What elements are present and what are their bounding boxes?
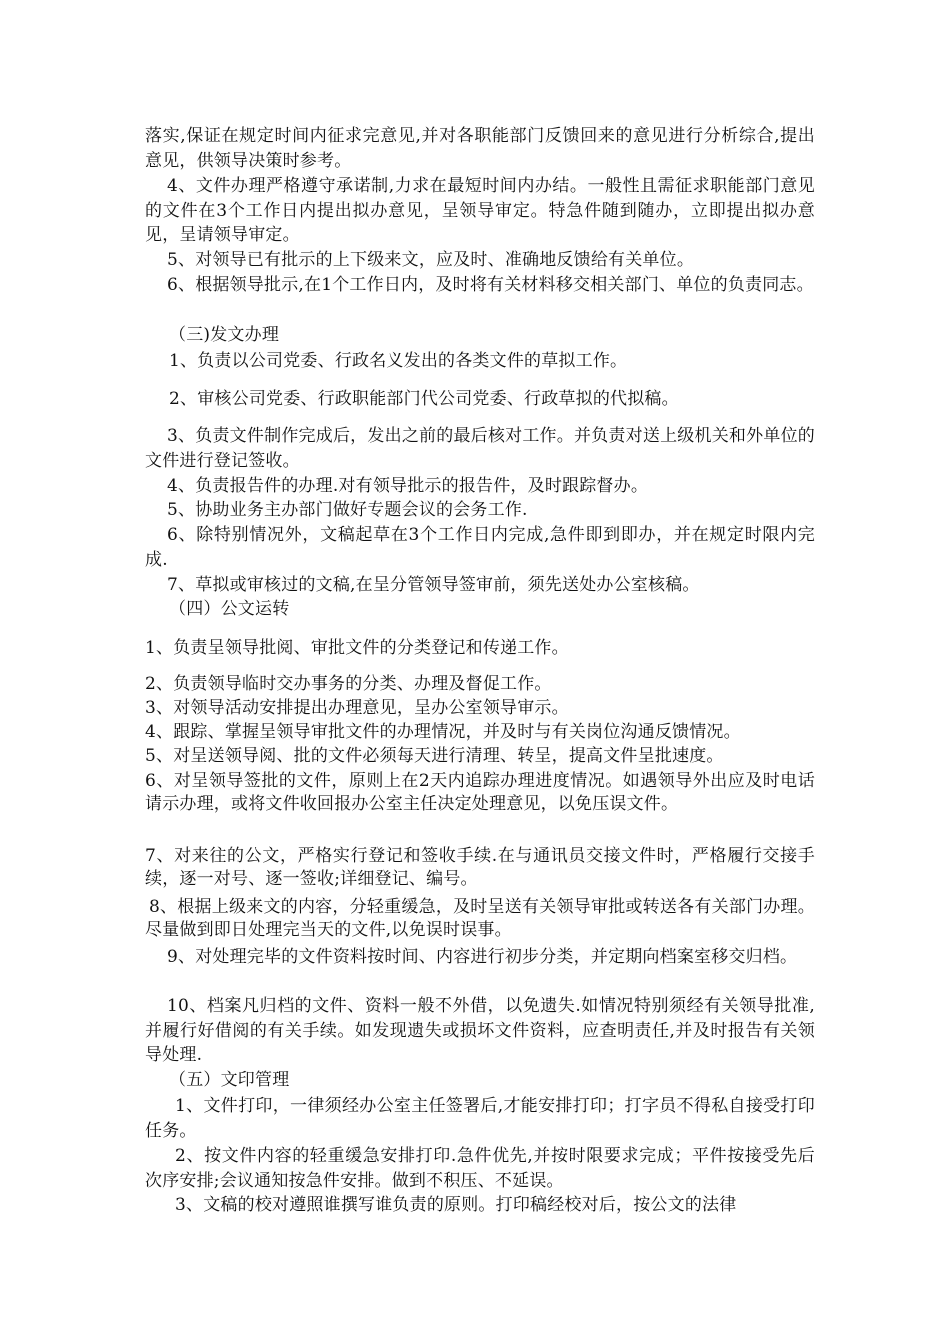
paragraph-4: 6、根据领导批示,在1个工作日内，及时将有关材料移交相关部门、单位的负责同志。 [167, 275, 814, 295]
paragraph-20: 9、对处理完毕的文件资料按时间、内容进行初步分类，并定期向档案室移交归档。 [167, 947, 798, 967]
paragraph-22: 1、文件打印，一律须经办公室主任签署后,才能安排打印；打字员不得私自接受打印任务。 [145, 1096, 815, 1141]
paragraph-14: 3、对领导活动安排提出办理意见，呈办公室领导审示。 [145, 698, 569, 718]
paragraph-23: 2、按文件内容的轻重缓急安排打印.急件优先,并按时限要求完成；平件按接受先后次序安排;会议通知按急件安排。做到不积压、不延误。 [145, 1146, 815, 1191]
heading-san: （三)发文办理 [169, 325, 280, 345]
paragraph-11: 7、草拟或审核过的文稿,在呈分管领导签审前，须先送处办公室核稿。 [167, 575, 700, 595]
paragraph-18: 7、对来往的公文，严格实行登记和签收手续.在与通讯员交接文件时，严格履行交接手续，逐一对号、逐一签收;详细登记、编号。 [145, 846, 815, 889]
paragraph-6: 2、审核公司党委、行政职能部门代公司党委、行政草拟的代拟稿。 [169, 389, 679, 409]
paragraph-5: 1、负责以公司党委、行政名义发出的各类文件的草拟工作。 [169, 351, 628, 371]
paragraph-3: 5、对领导已有批示的上下级来文，应及时、准确地反馈给有关单位。 [167, 250, 695, 270]
paragraph-9: 5、协助业务主办部门做好专题会议的会务工作. [167, 500, 528, 520]
paragraph-15: 4、跟踪、掌握呈领导审批文件的办理情况，并及时与有关岗位沟通反馈情况。 [145, 722, 741, 742]
heading-si: （四）公文运转 [169, 599, 290, 619]
paragraph-13: 2、负责领导临时交办事务的分类、办理及督促工作。 [145, 674, 552, 694]
paragraph-10: 6、除特别情况外，文稿起草在3个工作日内完成,急件即到即办，并在规定时限内完成. [145, 525, 815, 570]
paragraph-17: 6、对呈领导签批的文件，原则上在2天内追踪办理进度情况。如遇领导外出应及时电话请示办理，或将文件收回报办公室主任决定处理意见，以免压误文件。 [145, 771, 815, 814]
paragraph-21: 10、档案凡归档的文件、资料一般不外借，以免遗失.如情况特别须经有关领导批准,并履行好借阅的有关手续。如发现遗失或损坏文件资料，应查明责任,并及时报告有关领导处理. [145, 996, 815, 1065]
paragraph-12: 1、负责呈领导批阅、审批文件的分类登记和传递工作。 [145, 638, 569, 658]
paragraph-19: 8、根据上级来文的内容，分轻重缓急，及时呈送有关领导审批或转送各有关部门办理。尽量做到即日处理完当天的文件,以免误时误事。 [145, 897, 815, 940]
paragraph-1: 落实,保证在规定时间内征求完意见,并对各职能部门反馈回来的意见进行分析综合,提出意见，供领导决策时参考。 [145, 126, 815, 171]
paragraph-2: 4、文件办理严格遵守承诺制,力求在最短时间内办结。一般性且需征求职能部门意见的文件在3个工作日内提出拟办意见，呈领导审定。特急件随到随办，立即提出拟办意见，呈请领导审定。 [145, 176, 815, 245]
paragraph-24: 3、文稿的校对遵照谁撰写谁负责的原则。打印稿经校对后，按公文的法律 [175, 1195, 737, 1215]
heading-wu: （五）文印管理 [169, 1070, 290, 1090]
paragraph-7: 3、负责文件制作完成后，发出之前的最后核对工作。并负责对送上级机关和外单位的文件进行登记签收。 [145, 426, 815, 471]
paragraph-16: 5、对呈送领导阅、批的文件必须每天进行清理、转呈，提高文件呈批速度。 [145, 746, 724, 766]
paragraph-8: 4、负责报告件的办理.对有领导批示的报告件，及时跟踪督办。 [167, 476, 649, 496]
